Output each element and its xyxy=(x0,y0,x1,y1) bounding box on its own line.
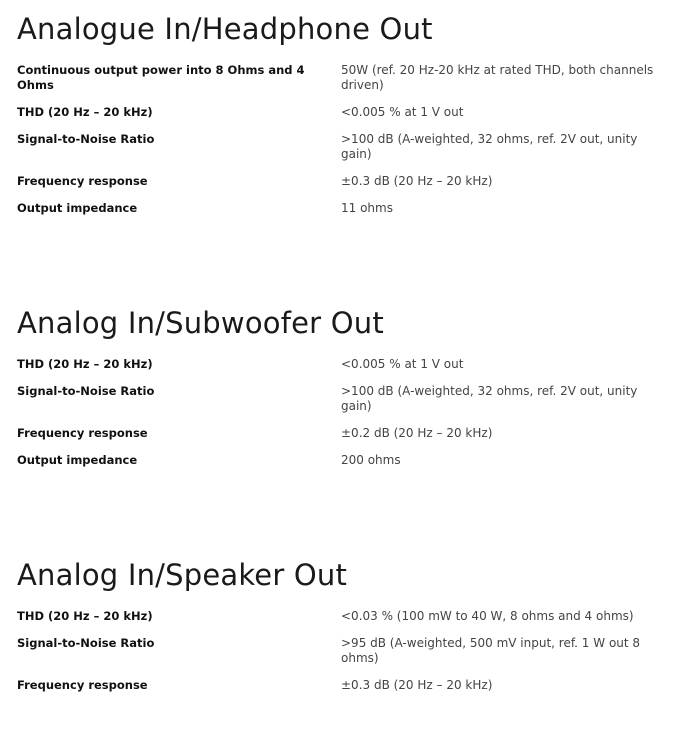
spec-label: THD (20 Hz – 20 kHz) xyxy=(17,105,153,119)
spec-value: 200 ohms xyxy=(341,453,401,467)
spec-label: Output impedance xyxy=(17,453,138,467)
spec-label: THD (20 Hz – 20 kHz) xyxy=(17,609,153,623)
spec-value: 11 ohms xyxy=(341,201,393,215)
section-title: Analog In/Speaker Out xyxy=(17,558,348,592)
spec-row xyxy=(17,678,677,693)
section-title: Analogue In/Headphone Out xyxy=(17,12,433,46)
spec-label: Frequency response xyxy=(17,174,148,188)
spec-label: Continuous output power into 8 Ohms and 4 Ohms xyxy=(17,63,305,92)
spec-row xyxy=(17,384,677,414)
spec-row xyxy=(17,132,677,162)
spec-value: ±0.3 dB (20 Hz – 20 kHz) xyxy=(341,174,493,188)
spec-row xyxy=(17,105,677,120)
spec-row xyxy=(17,174,677,189)
spec-value: ±0.3 dB (20 Hz – 20 kHz) xyxy=(341,678,493,692)
spec-value: >100 dB (A-weighted, 32 ohms, ref. 2V out, unity gain) xyxy=(341,132,638,161)
section-subwoofer-out xyxy=(17,306,677,480)
spec-label: Signal-to-Noise Ratio xyxy=(17,384,155,398)
spec-row xyxy=(17,357,677,372)
spec-row xyxy=(17,201,677,216)
spec-value: ±0.2 dB (20 Hz – 20 kHz) xyxy=(341,426,493,440)
spec-row xyxy=(17,636,677,666)
spec-table xyxy=(17,609,677,693)
spec-label: Signal-to-Noise Ratio xyxy=(17,132,155,146)
spec-table xyxy=(17,63,677,216)
spec-value: <0.03 % (100 mW to 40 W, 8 ohms and 4 ohms) xyxy=(341,609,634,623)
spec-label: Frequency response xyxy=(17,678,148,692)
spec-table xyxy=(17,357,677,468)
spec-row xyxy=(17,453,677,468)
spec-value: <0.005 % at 1 V out xyxy=(341,357,464,371)
section-speaker-out xyxy=(17,558,677,705)
spec-label: THD (20 Hz – 20 kHz) xyxy=(17,357,153,371)
section-headphone-out xyxy=(17,12,677,228)
spec-value: <0.005 % at 1 V out xyxy=(341,105,464,119)
spec-label: Output impedance xyxy=(17,201,138,215)
spec-value: >100 dB (A-weighted, 32 ohms, ref. 2V out, unity gain) xyxy=(341,384,638,413)
spec-value: >95 dB (A-weighted, 500 mV input, ref. 1 W out 8 ohms) xyxy=(341,636,641,665)
spec-label: Signal-to-Noise Ratio xyxy=(17,636,155,650)
spec-label: Frequency response xyxy=(17,426,148,440)
spec-value: 50W (ref. 20 Hz-20 kHz at rated THD, both channels driven) xyxy=(341,63,654,92)
section-title: Analog In/Subwoofer Out xyxy=(17,306,384,340)
spec-row xyxy=(17,63,677,93)
spec-row xyxy=(17,609,677,624)
spec-row xyxy=(17,426,677,441)
